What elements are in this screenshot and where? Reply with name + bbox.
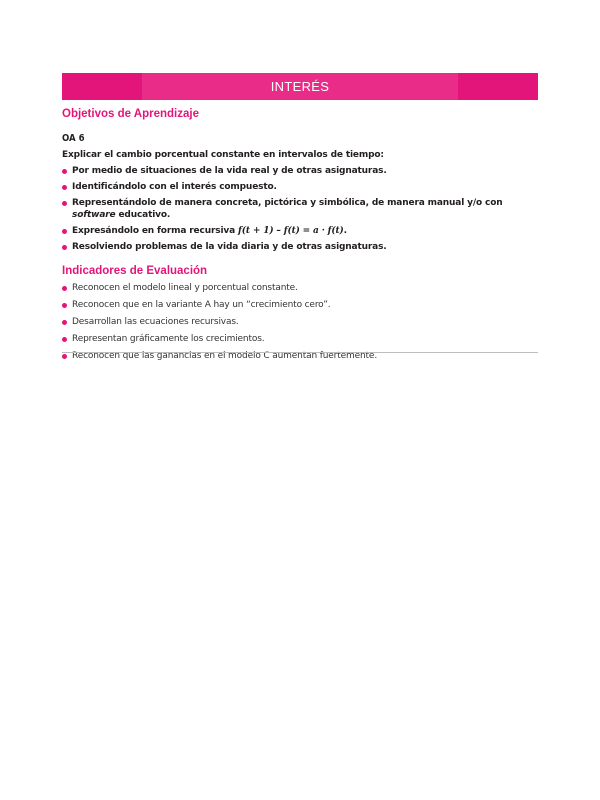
bullet-icon bbox=[62, 303, 67, 308]
section-header-bar bbox=[62, 73, 538, 100]
indicador-text: Reconocen que las ganancias en el modelo C aumentan fuertemente. bbox=[72, 351, 378, 361]
bullet-icon bbox=[62, 169, 67, 174]
list-item bbox=[62, 333, 538, 345]
bullet-icon bbox=[62, 337, 67, 342]
list-item bbox=[62, 282, 538, 294]
objetivos-heading: Objetivos de Aprendizaje bbox=[62, 108, 199, 120]
indicador-text: Reconocen el modelo lineal y porcentual constante. bbox=[72, 283, 298, 293]
oa-intro: Explicar el cambio porcentual constante en intervalos de tiempo: bbox=[62, 150, 384, 160]
objetivo-text-end: . bbox=[343, 226, 347, 236]
indicadores-heading: Indicadores de Evaluación bbox=[62, 265, 208, 277]
list-item bbox=[62, 165, 538, 177]
objetivo-text-italic: software bbox=[72, 210, 116, 220]
objetivos-list bbox=[62, 165, 538, 253]
indicador-text: Desarrollan las ecuaciones recursivas. bbox=[72, 317, 239, 327]
list-item bbox=[62, 225, 538, 237]
bullet-icon bbox=[62, 229, 67, 234]
content-area bbox=[62, 106, 538, 367]
objetivo-text: Identificándolo con el interés compuesto. bbox=[72, 182, 277, 192]
indicadores-list bbox=[62, 282, 538, 362]
section-divider bbox=[62, 352, 538, 353]
bullet-icon bbox=[62, 185, 67, 190]
bullet-icon bbox=[62, 201, 67, 206]
objetivo-text-start: Representándolo de manera concreta, pictórica y simbólica, de manera manual y/o con bbox=[72, 198, 503, 208]
list-item bbox=[62, 197, 538, 221]
bullet-icon bbox=[62, 320, 67, 325]
indicador-text: Reconocen que en la variante A hay un “crecimiento cero”. bbox=[72, 300, 331, 310]
objetivo-text: Resolviendo problemas de la vida diaria y de otras asignaturas. bbox=[72, 242, 387, 252]
recursive-formula: f(t + 1) – f(t) = a · f(t) bbox=[238, 226, 344, 236]
bullet-icon bbox=[62, 354, 67, 359]
list-item bbox=[62, 241, 538, 253]
list-item bbox=[62, 181, 538, 193]
objetivo-text-end: educativo. bbox=[115, 210, 171, 220]
bullet-icon bbox=[62, 286, 67, 291]
list-item bbox=[62, 299, 538, 311]
bullet-icon bbox=[62, 245, 67, 250]
indicador-text: Representan gráficamente los crecimientos. bbox=[72, 334, 265, 344]
objetivo-text-start: Expresándolo en forma recursiva bbox=[72, 226, 239, 236]
objetivo-text: Por medio de situaciones de la vida real y de otras asignaturas. bbox=[72, 166, 387, 176]
section-title: INTERÉS bbox=[270, 79, 330, 94]
list-item bbox=[62, 316, 538, 328]
oa-code: OA 6 bbox=[62, 133, 85, 144]
